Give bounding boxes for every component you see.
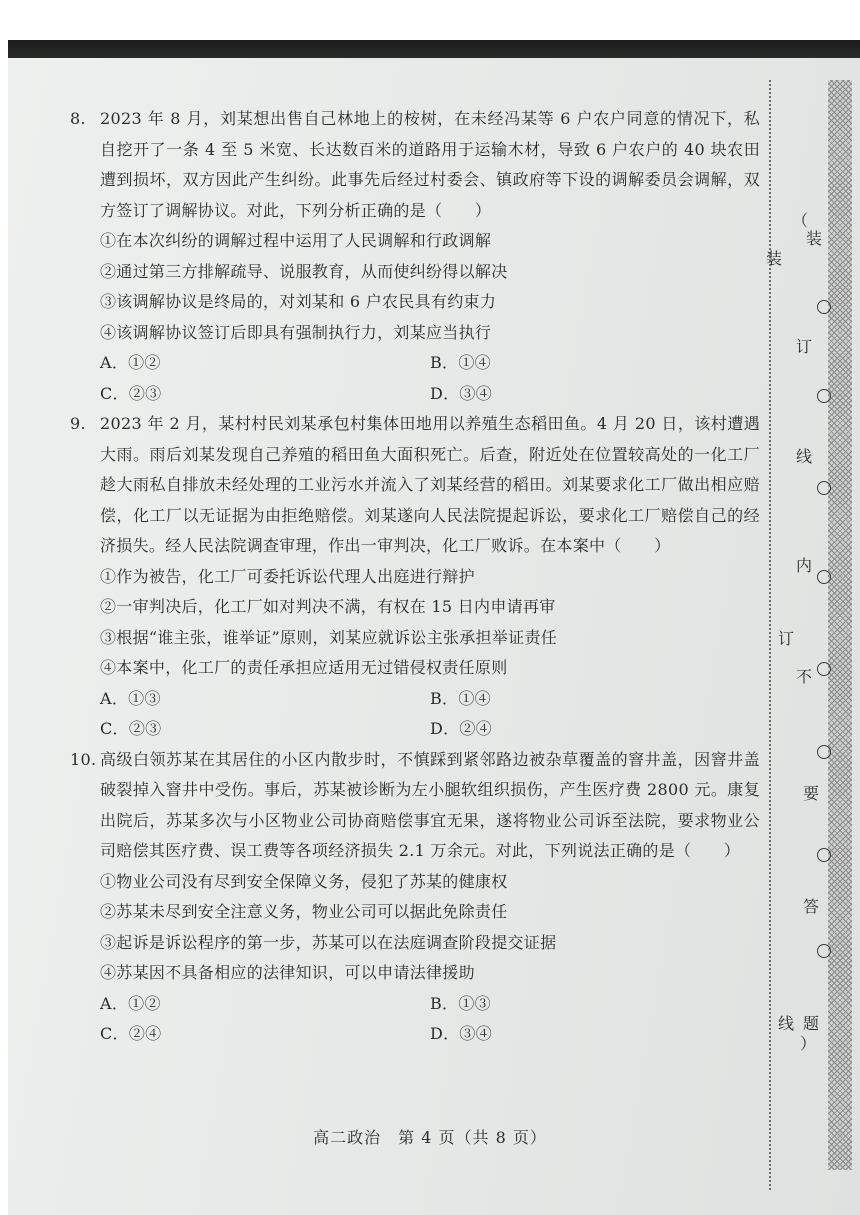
- margin-char: ）: [800, 1034, 817, 1053]
- question-stem: 2023 年 2 月，某村村民刘某承包村集体田地用以养殖生态稻田鱼。4 月 20 日，该村遭遇大雨。雨后刘某发现自己养殖的稻田鱼大面积死亡。后查，附近处在位置较高处的一化工厂趁大雨私自排放未经处理的工业污水并流入了刘某经营的稻田。刘某要求化工厂做出相应赔偿，化工厂以无证据为由拒绝赔偿。刘某遂向人民法院提起诉讼，要求化工厂赔偿自己的经济损失。经人民法院调查审理，作出一审判决，化工厂败诉。在本案中（ ）: [100, 414, 760, 555]
- margin-char: （: [792, 211, 809, 230]
- statement: ③该调解协议是终局的，对刘某和 6 户农民具有约束力: [100, 292, 497, 311]
- margin-circle: [817, 481, 831, 495]
- margin-char: 线: [778, 1014, 795, 1033]
- option-c: C．②③: [100, 719, 162, 738]
- statement: ②苏某未尽到安全注意义务，物业公司可以据此免除责任: [100, 902, 508, 921]
- margin-circle: [817, 570, 831, 584]
- option-d: D．③④: [430, 1024, 493, 1043]
- margin-char: 订: [796, 337, 813, 356]
- margin-circle: [817, 848, 831, 862]
- statement: ①作为被告，化工厂可委托诉讼代理人出庭进行辩护: [100, 566, 475, 586]
- question-number: 8.: [70, 109, 86, 128]
- margin-char: 内: [796, 556, 813, 575]
- margin-circle: [817, 944, 831, 958]
- statement: ④苏某因不具备相应的法律知识，可以申请法律援助: [100, 963, 475, 982]
- question-number: 10.: [70, 749, 97, 769]
- margin-char: 题: [803, 1014, 820, 1033]
- question-9: [70, 409, 760, 745]
- option-c: C．②③: [100, 383, 162, 403]
- option-a: A．①③: [100, 688, 161, 708]
- margin-circle: [817, 300, 831, 314]
- question-number: 9.: [70, 414, 86, 433]
- option-d: D．③④: [430, 383, 493, 403]
- statement: ③起诉是诉讼程序的第一步，苏某可以在法庭调查阶段提交证据: [100, 932, 557, 952]
- page-footer: 高二政治 第 4 页（共 8 页）: [313, 1128, 547, 1147]
- statement: ②通过第三方排解疏导、说服教育，从而使纠纷得以解决: [100, 261, 508, 281]
- question-10: [70, 745, 760, 1050]
- option-b: B．①④: [430, 353, 491, 372]
- scan-top-edge: [8, 40, 860, 58]
- statement: ②一审判决后，化工厂如对判决不满，有权在 15 日内申请再审: [100, 597, 556, 616]
- option-b: B．①③: [430, 993, 491, 1013]
- binding-edge-hatch: [828, 80, 852, 1170]
- question-stem: 2023 年 8 月，刘某想出售自己林地上的桉树，在未经冯某等 6 户农户同意的情况下，私自挖开了一条 4 至 5 米宽、长达数百米的道路用于运输木材，导致 6 户农户的 40 块农田遭到损坏，双方因此产生纠纷。此事先后经过村委会、镇政府等下设的调解委员会调解，双方签订了调解协议。对此，下列分析正确的是（ ）: [100, 109, 760, 220]
- statement: ④本案中，化工厂的责任承担应适用无过错侵权责任原则: [100, 658, 508, 677]
- margin-char: 线: [796, 447, 813, 466]
- margin-char: 不: [796, 667, 813, 686]
- margin-circle: [817, 745, 831, 759]
- margin-circle: [817, 389, 831, 403]
- option-b: B．①④: [430, 688, 491, 708]
- questions-area: [70, 104, 760, 1050]
- binding-dotted-line: [769, 80, 771, 1190]
- statement: ③根据“谁主张，谁举证”原则，刘某应就诉讼主张承担举证责任: [100, 627, 558, 647]
- option-a: A．①②: [100, 353, 161, 372]
- statement: ④该调解协议签订后即具有强制执行力，刘某应当执行: [100, 322, 492, 342]
- margin-char: 装: [766, 249, 783, 268]
- option-c: C．②④: [100, 1024, 162, 1043]
- margin-char: 答: [803, 897, 820, 916]
- margin-char: 装: [806, 229, 823, 248]
- margin-char: 要: [803, 784, 820, 803]
- option-d: D．②④: [430, 719, 493, 738]
- margin-circle: [817, 662, 831, 676]
- question-8: [70, 104, 760, 409]
- question-stem: 高级白领苏某在其居住的小区内散步时，不慎踩到紧邻路边被杂草覆盖的窨井盖，因窨井盖破裂掉入窨井中受伤。事后，苏某被诊断为左小腿软组织损伤，产生医疗费 2800 元。康复出院后，苏某多次与小区物业公司协商赔偿事宜无果，遂将物业公司诉至法院，要求物业公司赔偿其医疗费、误工费等各项经济损失 2.1 万余元。对此，下列说法正确的是（ ）: [100, 749, 760, 860]
- option-a: A．①②: [100, 993, 161, 1013]
- statement: ①物业公司没有尽到安全保障义务，侵犯了苏某的健康权: [100, 871, 508, 891]
- statement: ①在本次纠纷的调解过程中运用了人民调解和行政调解: [100, 231, 492, 250]
- margin-char: 订: [778, 629, 795, 648]
